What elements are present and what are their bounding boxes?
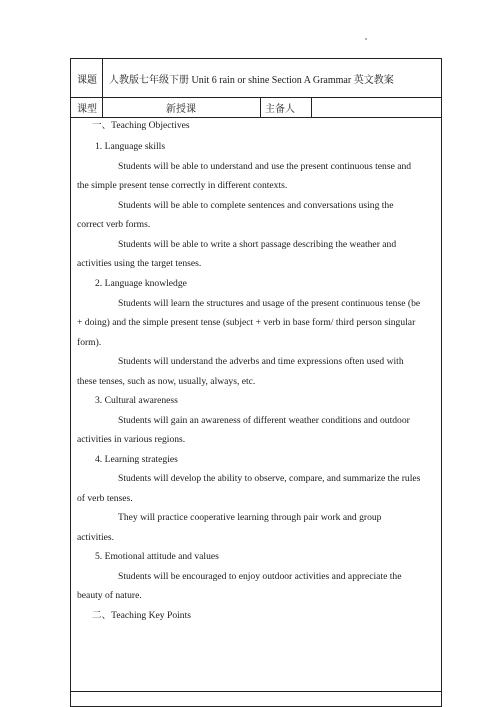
paragraph-line: Students will be encouraged to enjoy outdoor activities and appreciate the (118, 571, 402, 582)
section-heading: 一、Teaching Objectives (92, 120, 190, 131)
topic-label: 课题 (77, 74, 97, 86)
subsection-heading: 4. Learning strategies (95, 454, 178, 465)
paragraph-line: form). (77, 337, 102, 348)
next-cell-border (71, 691, 441, 706)
column-divider (260, 98, 261, 117)
paragraph-line: Students will be able to write a short passage describing the weather and (118, 239, 397, 250)
paragraph-line: beauty of nature. (77, 590, 142, 601)
paragraph-line: correct verb forms. (77, 219, 151, 230)
type-row (71, 98, 441, 118)
paragraph-line: Students will be able to understand and use the present continuous tense and (118, 161, 412, 172)
lesson-content (71, 118, 441, 707)
paragraph-line: activities in various regions. (77, 434, 186, 445)
lesson-plan-table (70, 58, 442, 707)
paragraph-line: They will practice cooperative learning through pair work and group (118, 512, 382, 523)
paragraph-line: of verb tenses. (77, 493, 133, 504)
paragraph-line: + doing) and the simple present tense (subject + verb in base form/ third person singular (77, 317, 416, 328)
paragraph-line: these tenses, such as now, usually, always, etc. (77, 376, 256, 387)
paragraph-line: Students will learn the structures and usage of the present continuous tense (be (118, 298, 421, 309)
subsection-heading: 1. Language skills (95, 141, 166, 152)
subsection-heading: 3. Cultural awareness (95, 395, 178, 406)
paragraph-line: Students will be able to complete sentences and conversations using the (118, 200, 394, 211)
section-heading: 二、Teaching Key Points (92, 610, 191, 621)
type-value: 新授课 (166, 104, 196, 115)
paragraph-line: Students will gain an awareness of different weather conditions and outdoor (118, 415, 410, 426)
topic-row (71, 59, 441, 98)
column-divider (102, 59, 103, 97)
paragraph-line: Students will develop the ability to observe, compare, and summarize the rules (118, 473, 421, 484)
subsection-heading: 5. Emotional attitude and values (95, 551, 219, 562)
page-speck (365, 38, 367, 40)
topic-value: 人教版七年级下册 Unit 6 rain or shine Section A Grammar 英文教案 (109, 74, 394, 86)
type-label: 课型 (77, 104, 97, 115)
paragraph-line: activities using the target tenses. (77, 258, 202, 269)
preparer-label: 主备人 (265, 104, 295, 115)
column-divider (311, 98, 312, 117)
paragraph-line: the simple present tense correctly in different contexts. (77, 180, 288, 191)
subsection-heading: 2. Language knowledge (95, 278, 187, 289)
paragraph-line: activities. (77, 532, 115, 543)
paragraph-line: Students will understand the adverbs and time expressions often used with (118, 356, 404, 367)
